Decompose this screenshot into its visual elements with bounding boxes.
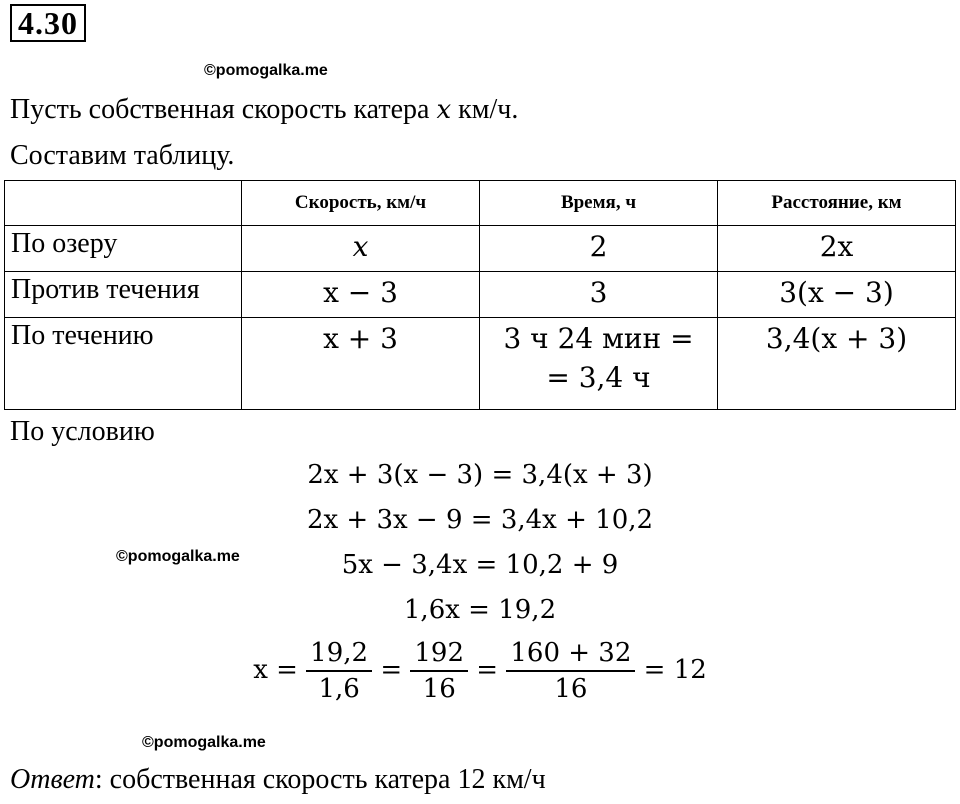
row-label: По озеру (5, 226, 242, 272)
equation-4: 1,6x = 19,2 (403, 595, 557, 625)
final-eq-sign-2: = (476, 655, 499, 685)
cell-distance: 3(x − 3) (718, 272, 956, 318)
header-time: Время, ч (480, 181, 718, 226)
table-header-row (5, 181, 956, 226)
intro-text-a: Пусть собственная скорость катера (10, 94, 437, 125)
equation-1: 2x + 3(x − 3) = 3,4(x + 3) (307, 460, 653, 490)
row-label: По течению (5, 318, 242, 410)
cell-time-line-1: 3 ч 24 мин = (503, 322, 694, 355)
fraction-1-numerator: 19,2 (306, 638, 372, 672)
table-row (5, 318, 956, 410)
cell-time: 2 (480, 226, 718, 272)
header-distance: Расстояние, км (718, 181, 956, 226)
problem-number: 4.30 (10, 4, 86, 42)
equation-2: 2x + 3x − 9 = 3,4x + 10,2 (306, 505, 654, 535)
cell-time-line-2: = 3,4 ч (546, 361, 651, 394)
final-lhs: x = (253, 655, 298, 685)
table-row (5, 272, 956, 318)
answer-line (10, 764, 546, 796)
equation-3: 5x − 3,4x = 10,2 + 9 (341, 550, 619, 580)
cell-speed: x + 3 (242, 318, 480, 410)
cell-speed: x − 3 (242, 272, 480, 318)
answer-label: Ответ (10, 764, 95, 795)
watermark-bottom: ©pomogalka.me (142, 734, 266, 751)
final-eq-sign-1: = (380, 655, 403, 685)
fraction-2 (410, 638, 468, 704)
header-speed: Скорость, км/ч (242, 181, 480, 226)
intro-line-2: Составим таблицу. (10, 140, 235, 171)
table-row (5, 226, 956, 272)
cell-time: 3 (480, 272, 718, 318)
data-table (4, 180, 956, 410)
cell-speed: x (242, 226, 480, 272)
fraction-1-denominator: 1,6 (318, 674, 360, 704)
intro-text-b: км/ч. (451, 94, 519, 125)
header-empty (5, 181, 242, 226)
intro-variable: x (436, 95, 452, 125)
fraction-1 (306, 638, 372, 704)
fraction-2-denominator: 16 (422, 674, 456, 704)
fraction-3-denominator: 16 (554, 674, 588, 704)
fraction-3-numerator: 160 + 32 (506, 638, 635, 672)
cell-time (480, 318, 718, 410)
intro-line-1 (10, 94, 518, 126)
watermark-middle: ©pomogalka.me (116, 548, 240, 565)
fraction-3 (506, 638, 635, 704)
watermark-top: ©pomogalka.me (204, 62, 328, 79)
row-label: Против течения (5, 272, 242, 318)
answer-text: : собственная скорость катера 12 км/ч (94, 764, 546, 795)
cell-distance: 2x (718, 226, 956, 272)
final-equation (0, 638, 960, 704)
cell-distance: 3,4(x + 3) (718, 318, 956, 410)
condition-label: По условию (10, 416, 155, 447)
final-result: = 12 (643, 655, 707, 685)
fraction-2-numerator: 192 (410, 638, 468, 672)
